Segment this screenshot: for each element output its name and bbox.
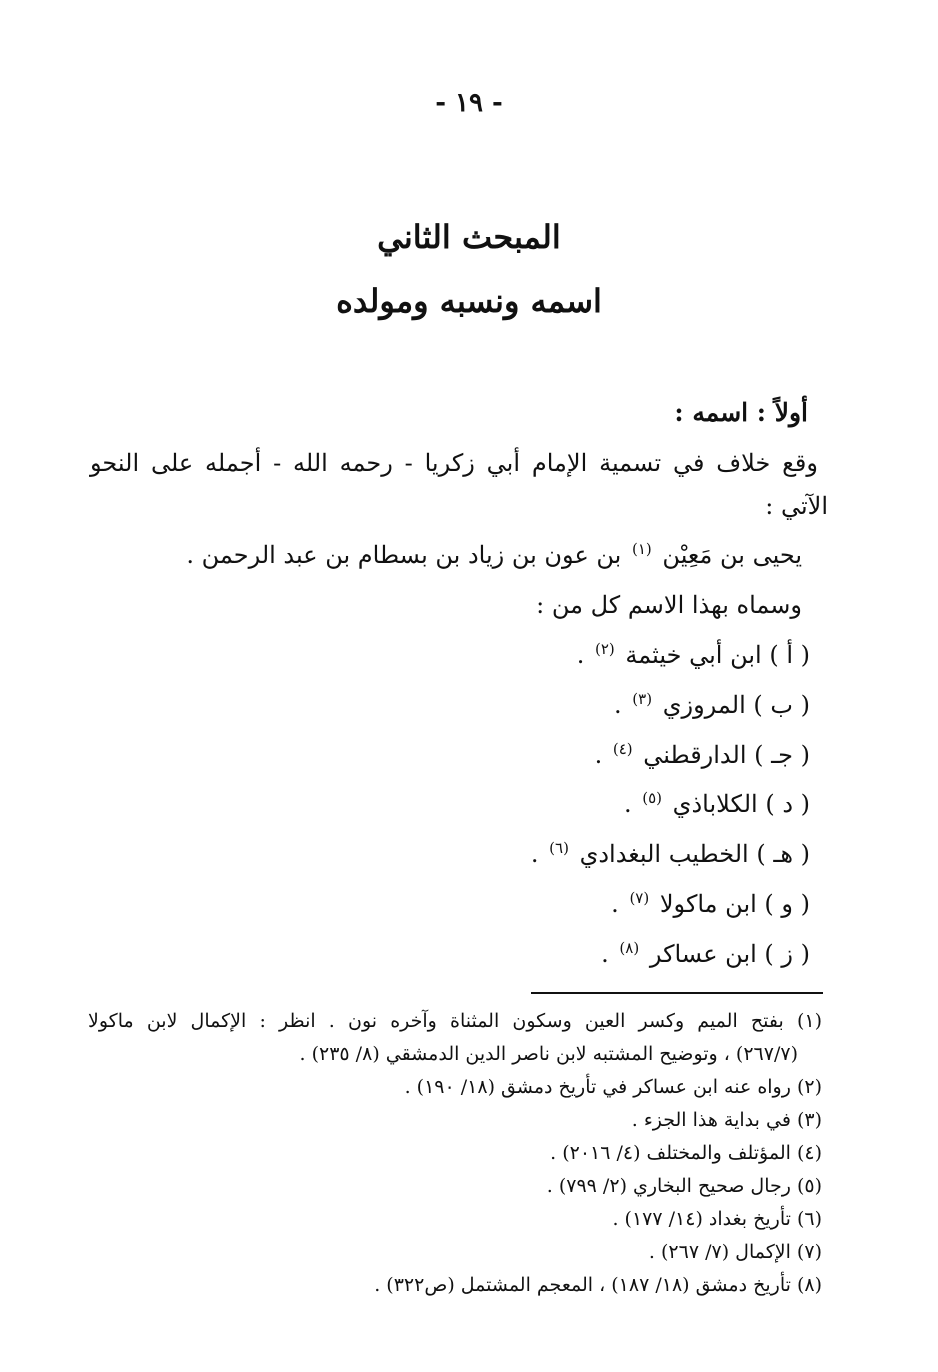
intro-line-2: الآتي :: [765, 492, 828, 520]
subsection-heading: أولاً : اسمه :: [674, 398, 808, 427]
footnote-ref-1: (١): [632, 540, 652, 558]
footnote-divider: [531, 992, 823, 994]
footnote-ref: (٥): [642, 789, 663, 807]
full-name-line: [186, 541, 802, 569]
named-by-line: وسماه بهذا الاسم كل من :: [536, 591, 802, 619]
full-name-start: يحيى بن مَعِيْن: [662, 541, 802, 569]
source-item-end: .: [623, 790, 632, 818]
source-item-text: ( جـ ) الدارقطني: [643, 741, 810, 769]
footnote-6: (٦) تأريخ بغداد (١٤/ ١٧٧) .: [612, 1208, 822, 1230]
footnote-4: (٤) المؤتلف والمختلف (٤/ ٢٠١٦) .: [550, 1142, 822, 1164]
section-title: المبحث الثاني: [377, 218, 561, 256]
footnote-ref: (٨): [619, 939, 640, 957]
source-item-end: .: [594, 741, 603, 769]
full-name-rest: بن عون بن زياد بن بسطام بن عبد الرحمن .: [186, 541, 622, 569]
section-subtitle: اسمه ونسبه ومولده: [336, 282, 602, 320]
footnote-3: (٣) في بداية هذا الجزء .: [631, 1109, 822, 1131]
source-item-text: ( أ ) ابن أبي خيثمة: [625, 641, 810, 669]
source-item-text: ( هـ ) الخطيب البغدادي: [579, 840, 810, 868]
source-item: [624, 790, 810, 818]
source-item-text: ( ز ) ابن عساكر: [649, 940, 810, 968]
footnote-8: (٨) تأريخ دمشق (١٨/ ١٨٧) ، المعجم المشتمل (ص٣٢٢) .: [374, 1274, 822, 1296]
source-item-end: .: [611, 890, 619, 918]
source-item: [595, 741, 810, 769]
footnote-1: (١) بفتح الميم وكسر العين وسكون المثناة وآخره نون . انظر : الإكمال لابن ماكولا: [88, 1010, 822, 1032]
source-item-end: .: [530, 840, 539, 868]
source-item-end: .: [576, 641, 585, 669]
source-item: [531, 840, 810, 868]
footnote-ref: (٢): [595, 640, 615, 658]
footnote-ref: (٧): [629, 889, 650, 907]
intro-line-1: وقع خلاف في تسمية الإمام أبي زكريا - رحمه الله - أجمله على النحو: [90, 449, 818, 477]
footnote-2: (٢) رواه عنه ابن عساكر في تأريخ دمشق (١٨/ ١٩٠) .: [404, 1076, 822, 1098]
source-item-end: .: [601, 940, 609, 968]
footnote-5: (٥) رجال صحيح البخاري (٢/ ٧٩٩) .: [546, 1175, 822, 1197]
footnote-ref: (٦): [549, 839, 569, 857]
source-item-text: ( د ) الكلاباذي: [672, 790, 810, 818]
source-item: [614, 691, 810, 719]
page-number: - ١٩ -: [435, 88, 503, 118]
source-item-end: .: [614, 691, 622, 719]
footnote-ref: (٣): [632, 690, 653, 708]
footnote-1-continued: (٢٦٧/٧) ، وتوضيح المشتبه لابن ناصر الدين الدمشقي (٨/ ٢٣٥) .: [299, 1043, 798, 1065]
footnote-7: (٧) الإكمال (٧/ ٢٦٧) .: [648, 1241, 822, 1263]
source-item: [577, 641, 810, 669]
source-item-text: ( ب ) المروزي: [662, 691, 810, 719]
source-item: [611, 890, 810, 918]
source-item-text: ( و ) ابن ماكولا: [659, 890, 810, 918]
source-item: [601, 940, 810, 968]
footnote-ref: (٤): [612, 740, 633, 758]
